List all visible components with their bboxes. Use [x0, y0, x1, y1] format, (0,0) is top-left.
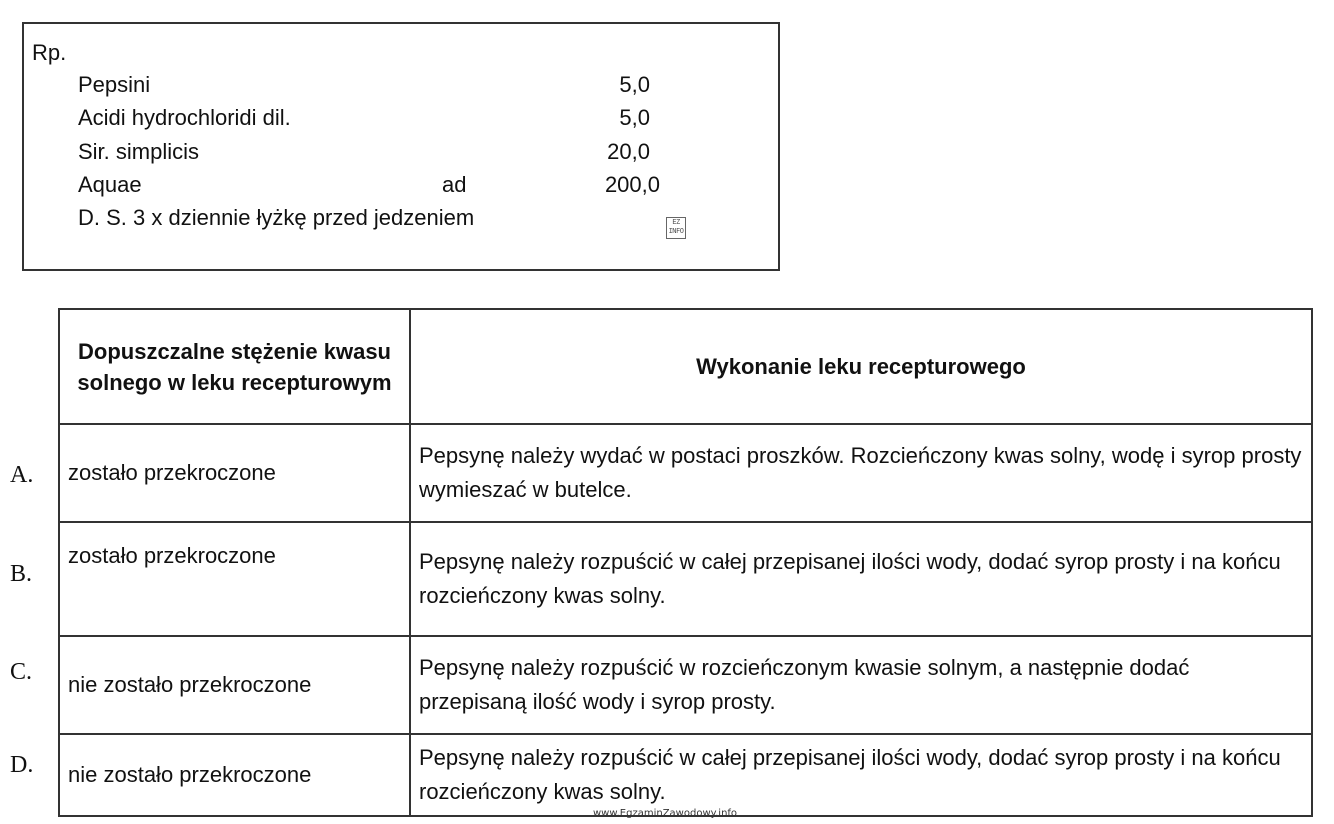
- header-procedure: Wykonanie leku recepturowego: [410, 309, 1312, 424]
- option-b-procedure: Pepsynę należy rozpuścić w całej przepisanej ilości wody, dodać syrop prosty i na końcu rozcieńczony kwas solny.: [410, 522, 1312, 636]
- option-c-concentration: nie zostało przekroczone: [59, 636, 410, 734]
- answer-table: [58, 308, 1313, 817]
- footer-url: www.EgzaminZawodowy.info: [593, 808, 738, 819]
- ingredient-amount: 5,0: [619, 105, 650, 130]
- ingredient-ad-marker: ad: [442, 172, 467, 197]
- ingredient-amount: 200,0: [604, 172, 660, 197]
- ingredient-amount: 20,0: [607, 139, 650, 164]
- ingredient-name: Sir. simplicis: [78, 139, 200, 164]
- table-row[interactable]: [59, 522, 1312, 636]
- ingredient-name: Aquae: [78, 172, 142, 197]
- table-row[interactable]: [59, 636, 1312, 734]
- table-header-row: [59, 309, 1312, 424]
- header-concentration: Dopuszczalne stężenie kwasu solnego w leku recepturowym: [59, 309, 410, 424]
- option-c-procedure: Pepsynę należy rozpuścić w rozcieńczonym kwasie solnym, a następnie dodać przepisaną ilość wody i syrop prosty.: [410, 636, 1312, 734]
- option-letter-a: A.: [10, 462, 34, 488]
- ingredient-amount: 5,0: [619, 72, 650, 97]
- option-d-procedure: Pepsynę należy rozpuścić w całej przepisanej ilości wody, dodać syrop prosty i na końcu rozcieńczony kwas solny.: [410, 734, 1312, 816]
- ingredient-name: Pepsini: [78, 72, 151, 97]
- table-row[interactable]: [59, 424, 1312, 522]
- option-a-procedure: Pepsynę należy wydać w postaci proszków. Rozcieńczony kwas solny, wodę i syrop prosty wymieszać w butelce.: [410, 424, 1312, 522]
- ez-info-logo-icon: EZ INFO: [666, 217, 686, 239]
- option-letter-b: B.: [10, 561, 33, 587]
- option-letter-c: C.: [10, 659, 33, 685]
- ingredient-name: Acidi hydrochloridi dil.: [78, 105, 291, 130]
- prescription-signature: D. S. 3 x dziennie łyżkę przed jedzeniem: [78, 205, 475, 230]
- option-letter-d: D.: [10, 752, 34, 778]
- option-d-concentration: nie zostało przekroczone: [59, 734, 410, 816]
- option-a-concentration: zostało przekroczone: [59, 424, 410, 522]
- option-b-concentration: zostało przekroczone: [59, 522, 410, 636]
- prescription-title: Rp.: [32, 40, 67, 65]
- prescription-box: [22, 22, 780, 271]
- table-row[interactable]: [59, 734, 1312, 816]
